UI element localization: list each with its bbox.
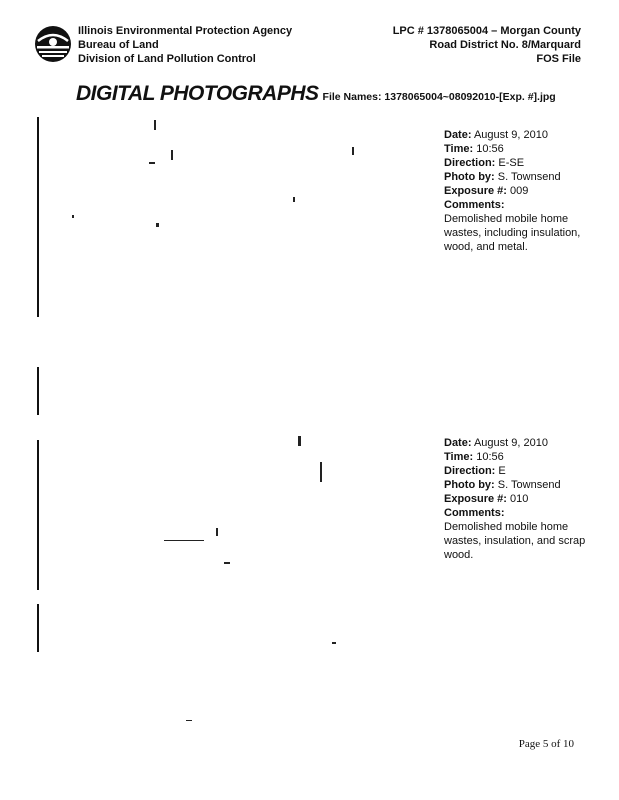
scan-speck xyxy=(186,720,192,721)
site-district: Road District No. 8/Marquard xyxy=(429,39,581,51)
scan-speck xyxy=(154,120,156,130)
photo-1-edge-lower xyxy=(37,367,39,415)
scan-speck xyxy=(171,150,173,160)
site-file: FOS File xyxy=(536,53,581,65)
photo-1-comments-label: Comments: xyxy=(444,199,505,211)
page-number: Page 5 of 10 xyxy=(518,738,574,750)
scan-speck xyxy=(298,436,301,446)
photo-2-comments-label: Comments: xyxy=(444,507,505,519)
agency-name: Illinois Environmental Protection Agency xyxy=(78,25,293,37)
photo-2-comments: Demolished mobile home wastes, insulation, and scrap wood. xyxy=(444,521,586,561)
photo-2-edge xyxy=(37,440,39,590)
agency-logo-icon xyxy=(34,25,72,63)
scan-speck xyxy=(72,215,74,218)
photo-2-time: Time: 10:56 xyxy=(444,451,504,463)
photo-1-direction: Direction: E-SE xyxy=(444,157,525,169)
scan-speck xyxy=(352,147,354,155)
title-row xyxy=(76,82,556,106)
scan-speck xyxy=(216,528,218,536)
photo-1-area xyxy=(36,115,416,415)
scan-speck xyxy=(293,197,295,202)
file-names: File Names: 1378065004~08092010-[Exp. #].jpg xyxy=(322,91,556,103)
photo-2-direction: Direction: E xyxy=(444,465,506,477)
scan-speck xyxy=(320,462,322,482)
scan-speck xyxy=(149,162,155,164)
photo-1-time: Time: 10:56 xyxy=(444,143,504,155)
scan-speck xyxy=(224,562,230,564)
photo-1-photographer: Photo by: S. Townsend xyxy=(444,171,561,183)
photo-2-edge-lower xyxy=(37,604,39,652)
scan-speck xyxy=(164,540,204,541)
photo-2-date: Date: August 9, 2010 xyxy=(444,437,548,449)
scan-speck xyxy=(332,642,336,644)
agency-block xyxy=(78,24,292,66)
division-name: Division of Land Pollution Control xyxy=(78,53,256,65)
photo-2-details xyxy=(444,436,594,562)
bureau-name: Bureau of Land xyxy=(78,39,159,51)
photo-2-area xyxy=(36,432,416,732)
site-lpc: LPC # 1378065004 – Morgan County xyxy=(392,25,581,37)
site-block xyxy=(393,24,581,66)
scan-speck xyxy=(156,223,159,227)
photo-1-date: Date: August 9, 2010 xyxy=(444,129,548,141)
photo-2-exposure: Exposure #: 010 xyxy=(444,493,529,505)
photo-1-edge xyxy=(37,117,39,317)
photo-1-comments: Demolished mobile home wastes, including insulation, wood, and metal. xyxy=(444,213,581,253)
photo-2-photographer: Photo by: S. Townsend xyxy=(444,479,561,491)
photo-1-details xyxy=(444,128,594,254)
photo-1-exposure: Exposure #: 009 xyxy=(444,185,529,197)
page-title: DIGITAL PHOTOGRAPHS xyxy=(76,82,319,105)
